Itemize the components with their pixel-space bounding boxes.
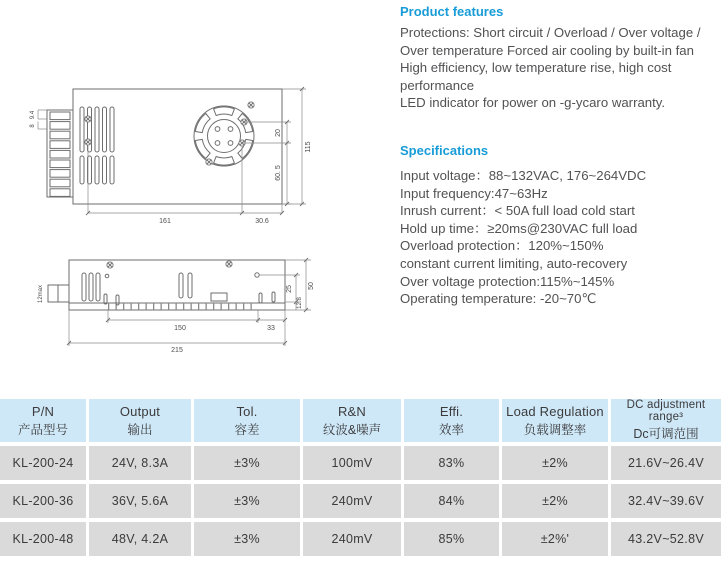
- spec-line: Overload protection：120%~150%: [400, 238, 604, 254]
- table-cell-pn: KL-200-36: [0, 484, 86, 518]
- table-cell-output: 48V, 4.2A: [89, 522, 191, 556]
- fan-guard-slots: [195, 107, 252, 165]
- table-header-dc-range: [611, 399, 721, 442]
- header-zh: 纹波&噪声: [322, 422, 382, 437]
- spec-table: [0, 399, 721, 556]
- table-header-efficiency: [404, 399, 499, 442]
- header-en: Output: [119, 403, 161, 419]
- table-header-tolerance: [194, 399, 300, 442]
- header-zh: Dc可调范围: [633, 427, 699, 441]
- dim-label: 30.6: [255, 218, 269, 225]
- table-cell-load-regulation: ±2%: [502, 484, 608, 518]
- table-cell-ripple: 240mV: [303, 484, 401, 518]
- product-features-section: [400, 4, 718, 112]
- table-cell-tolerance: ±3%: [194, 484, 300, 518]
- table-cell-efficiency: 85%: [404, 522, 499, 556]
- header-zh: 产品型号: [17, 422, 68, 437]
- header-zh: 效率: [438, 422, 464, 437]
- feature-line: performance: [400, 77, 475, 93]
- table-cell-tolerance: ±3%: [194, 522, 300, 556]
- top-view-drawing: [25, 82, 360, 232]
- dim-label: 60. 5: [275, 165, 282, 181]
- table-cell-output: 36V, 5.6A: [89, 484, 191, 518]
- base-flange: [69, 303, 285, 310]
- product-features-heading: Product features: [400, 4, 504, 19]
- feature-line: High efficiency, low temperature rise, high cost: [400, 60, 672, 76]
- feature-line: Protections: Short circuit / Overload / Over voltage /: [400, 25, 701, 40]
- header-en: R&N: [337, 403, 367, 419]
- table-cell-pn: KL-200-24: [0, 446, 86, 480]
- table-cell-dc-range: 32.4V~39.6V: [611, 484, 721, 518]
- specifications-section: [400, 143, 718, 308]
- dim-label: 161: [159, 218, 171, 225]
- table-cell-output: 24V, 8.3A: [89, 446, 191, 480]
- header-en: Load Regulation: [506, 403, 604, 419]
- header-en: P/N: [31, 403, 55, 419]
- table-cell-efficiency: 84%: [404, 484, 499, 518]
- header-en: DC adjustment range³: [626, 399, 706, 423]
- table-cell-tolerance: ±3%: [194, 446, 300, 480]
- table-cell-efficiency: 83%: [404, 446, 499, 480]
- side-details: [82, 261, 275, 305]
- header-zh: 负载调整率: [523, 422, 587, 437]
- dim-label: 115: [305, 141, 312, 153]
- specifications-heading: Specifications: [400, 143, 489, 158]
- product-features-list: [400, 24, 718, 112]
- dim-label: 12max: [38, 284, 44, 304]
- specifications-list: [400, 167, 718, 308]
- table-cell-load-regulation: ±2%': [502, 522, 608, 556]
- spec-line: Operating temperature: -20~70℃: [400, 291, 597, 307]
- spec-line: Input frequency:47~63Hz: [400, 185, 548, 201]
- dim-label: 12.8: [297, 297, 303, 309]
- side-view-drawing: [25, 250, 360, 362]
- table-cell-load-regulation: ±2%: [502, 446, 608, 480]
- spec-line: Input voltage：88~132VAC, 176~264VDC: [400, 168, 647, 183]
- terminal-stub: [48, 285, 69, 302]
- table-cell-ripple: 240mV: [303, 522, 401, 556]
- feature-line: LED indicator for power on -g-ycaro warranty.: [400, 95, 666, 111]
- dim-label: 9.4: [30, 110, 36, 120]
- dim-label: 8: [30, 124, 36, 128]
- table-cell-ripple: 100mV: [303, 446, 401, 480]
- fan: [194, 106, 254, 166]
- table-cell-pn: KL-200-48: [0, 522, 86, 556]
- header-en: Effi.: [439, 403, 464, 419]
- case-outline: [69, 260, 285, 303]
- header-zh: 输出: [127, 422, 153, 437]
- table-header-pn: [0, 399, 86, 442]
- spec-line: constant current limiting, auto-recovery: [400, 255, 628, 271]
- dim-label: 20: [275, 129, 282, 137]
- feature-line: Over temperature Forced air cooling by built-in fan: [400, 42, 694, 58]
- dim-label: 50: [308, 282, 315, 290]
- table-cell-dc-range: 21.6V~26.4V: [611, 446, 721, 480]
- header-zh: 容差: [234, 422, 260, 437]
- dimension-lines: [38, 89, 306, 213]
- header-en: Tol.: [236, 403, 258, 419]
- table-header-ripple-noise: [303, 399, 401, 442]
- dim-label: 215: [171, 347, 183, 354]
- dim-label: 25: [286, 285, 293, 293]
- spec-line: Inrush current：< 50A full load cold start: [400, 203, 635, 219]
- dim-label: 33: [267, 325, 275, 332]
- spec-line: Hold up time：≥20ms@230VAC full load: [400, 220, 638, 236]
- terminal-block: [47, 110, 73, 197]
- table-header-output: [89, 399, 191, 442]
- dim-label: 150: [174, 325, 186, 332]
- table-cell-dc-range: 43.2V~52.8V: [611, 522, 721, 556]
- table-header-load-regulation: [502, 399, 608, 442]
- spec-line: Over voltage protection:115%~145%: [400, 273, 615, 289]
- dimension-ticks: [86, 87, 304, 215]
